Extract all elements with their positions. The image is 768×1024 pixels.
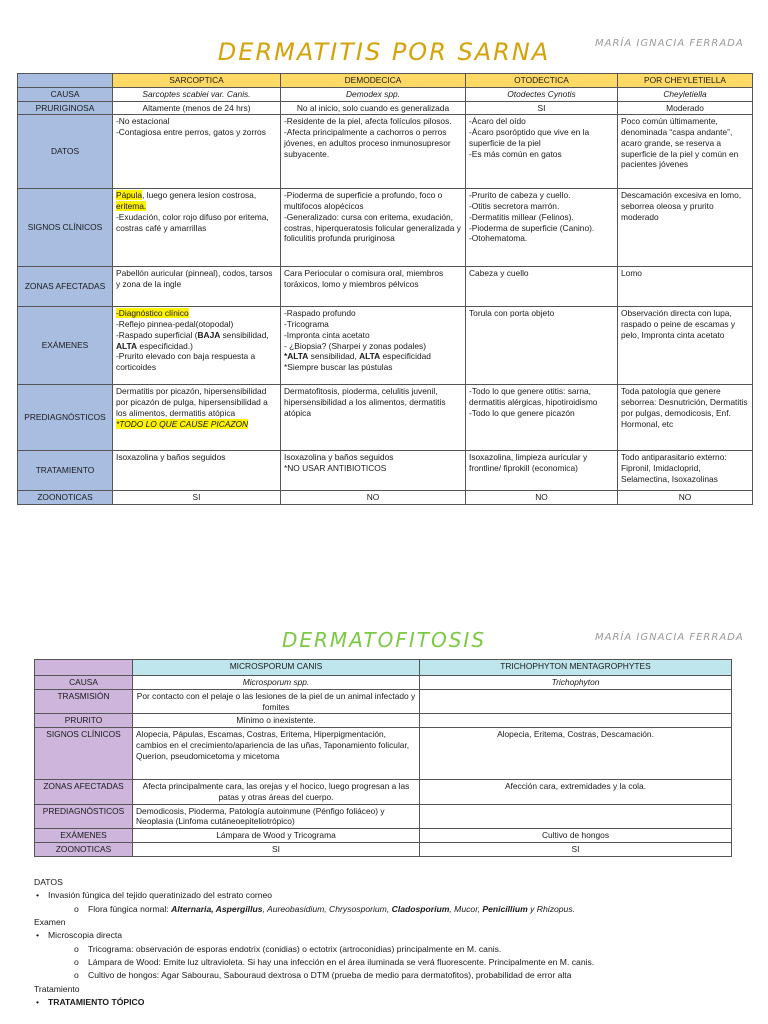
table-row bbox=[18, 267, 753, 307]
cell-line: -Reflejo pinnea-pedal(otopodal) bbox=[116, 319, 234, 329]
row-header: SIGNOS CLÍNICOS bbox=[18, 189, 113, 267]
row-header: EXÁMENES bbox=[18, 307, 113, 385]
author-name-1: MARÍA IGNACIA FERRADA bbox=[595, 38, 744, 49]
cell-line bbox=[116, 330, 277, 352]
author-name-2: MARÍA IGNACIA FERRADA bbox=[595, 632, 744, 643]
table-row bbox=[35, 829, 732, 843]
table-cell bbox=[281, 115, 466, 189]
page-title-sarna: DERMATITIS POR SARNA bbox=[217, 38, 551, 66]
row-header: DATOS bbox=[18, 115, 113, 189]
cell-line: -Generalizado: cursa con eritema, exudación, costras, hiperqueratosis folicular generalizada y foliculitis profunda pruriginosa bbox=[284, 211, 461, 244]
table-row bbox=[18, 87, 753, 101]
cell-line bbox=[116, 190, 277, 212]
cell-line: -Afecta principalmente a cachorros o perros jóvenes, en adultos proceso inmunosupresor subyacente. bbox=[284, 127, 451, 159]
table-cell: Afección cara, extremidades y la cola. bbox=[420, 780, 732, 805]
cell-line: -Prurito de cabeza y cuello. bbox=[469, 190, 571, 201]
cell-text: , luego genera lesion costrosa, bbox=[142, 190, 257, 201]
dermatofitosis-table bbox=[34, 659, 732, 857]
table-cell: Lámpara de Wood y Tricograma bbox=[133, 829, 420, 843]
cell-line bbox=[116, 419, 277, 430]
row-header: EXÁMENES bbox=[35, 829, 133, 843]
row-header: CAUSA bbox=[35, 676, 133, 690]
cell-line: Poco común últimamente, denominada “caspa andante”, acaro grande, se reserva a superficie de la piel y común en pacientes jóvenes bbox=[621, 116, 739, 170]
table-row bbox=[18, 451, 753, 491]
table-header-row bbox=[18, 74, 753, 88]
table-row bbox=[18, 307, 753, 385]
table-cell: NO bbox=[466, 491, 618, 505]
table-row bbox=[18, 189, 753, 267]
cell-line: - ¿Biopsia? (Sharpei y zonas podales) bbox=[284, 340, 426, 351]
table-cell: SI bbox=[133, 842, 420, 856]
bullet-item: • Microscopia directa bbox=[34, 929, 734, 942]
cell-line: -Es más común en gatos bbox=[469, 148, 562, 159]
bullet-item: • Invasión fúngica del tejido queratinizado del estrato corneo bbox=[34, 889, 734, 902]
cell-line: -Contagiosa entre perros, gatos y zorros bbox=[116, 127, 266, 137]
bold-text: ALTA bbox=[359, 351, 381, 362]
bold-text: ALTA bbox=[116, 340, 138, 351]
column-header: POR CHEYLETIELLA bbox=[618, 74, 753, 88]
table-cell: Todo antiparasitario externo: Fipronil, Imidacloprid, Selamectina, Isoxazolinas bbox=[618, 451, 753, 491]
cell-line: -Prurito elevado con baja respuesta a corticoides bbox=[116, 351, 256, 372]
table-cell: Toda patología que genere seborrea: Desnutrición, Dermatitis por pulgas, demodicosis, Enf. Hormonal, etc bbox=[618, 385, 753, 451]
table-cell bbox=[420, 804, 732, 829]
row-header: PRURITO bbox=[35, 714, 133, 728]
row-header: CAUSA bbox=[18, 87, 113, 101]
bold-text: *ALTA bbox=[284, 351, 309, 362]
notes-heading: Tratamiento bbox=[34, 983, 80, 994]
table-cell: Torula con porta objeto bbox=[466, 307, 618, 385]
highlighted-text: Pápula bbox=[116, 190, 143, 201]
table-header-row bbox=[35, 660, 732, 676]
table-row bbox=[18, 385, 753, 451]
column-header: OTODECTICA bbox=[466, 74, 618, 88]
table-cell bbox=[113, 115, 281, 189]
table-cell: SI bbox=[113, 491, 281, 505]
sub-bullet-item: o Lámpara de Wood: Emite luz ultravioleta. Si hay una infección en el área iluminada se verá fluorescente. Principalmente en M. canis. bbox=[34, 956, 734, 969]
table-corner bbox=[18, 74, 113, 88]
table-cell: Altamente (menos de 24 hrs) bbox=[113, 101, 281, 115]
row-header: TRATAMIENTO bbox=[18, 451, 113, 491]
table-cell bbox=[618, 189, 753, 267]
highlighted-text: eritema. bbox=[116, 201, 147, 211]
sub-bullet-item: o Cultivo de hongos: Agar Sabourau, Sabouraud dextrosa o DTM (prueba de medio para dermatofitos), probabilidad de error alta bbox=[34, 969, 734, 982]
row-header: SIGNOS CLÍNICOS bbox=[35, 728, 133, 780]
cell-line: -Otitis secretora marrón. bbox=[469, 201, 560, 211]
cell-text: especificidad.) bbox=[137, 340, 193, 351]
table-cell: Por contacto con el pelaje o las lesiones de la piel de un animal infectado y fomites bbox=[133, 689, 420, 714]
table-row bbox=[35, 728, 732, 780]
table-cell: Dermatofitosis, pioderma, celulitis juvenil, hipersensibilidad a los alimentos, dermatitis atópica bbox=[281, 385, 466, 451]
table-row bbox=[35, 780, 732, 805]
table-cell bbox=[113, 385, 281, 451]
row-header: ZONAS AFECTADAS bbox=[18, 267, 113, 307]
table-cell: Microsporum spp. bbox=[133, 676, 420, 690]
text: Flora fúngica normal: bbox=[88, 903, 172, 914]
cell-text: -Raspado superficial ( bbox=[116, 329, 198, 340]
column-header: SARCOPTICA bbox=[113, 74, 281, 88]
table-cell bbox=[466, 385, 618, 451]
italic-text: , Mucor, bbox=[449, 903, 483, 914]
column-header: MICROSPORUM CANIS bbox=[133, 660, 420, 676]
table-cell: Cheyletiella bbox=[618, 87, 753, 101]
sub-bullet-item: o Tricograma: observación de esporas endotrix (conidias) o ectotrix (artroconidias) principalmente en M. canis. bbox=[34, 943, 734, 956]
table-row bbox=[35, 676, 732, 690]
cell-line: -Impronta cinta acetato bbox=[284, 329, 370, 340]
bold-italic-text: Alternaria, Aspergillus bbox=[171, 903, 263, 914]
table-cell: Alopecia, Pápulas, Escamas, Costras, Eritema, Hiperpigmentación, cambios en el crecimiento/apariencia de las uñas, Taponamiento folicular, Querion, pseudomicetoma y micetoma bbox=[133, 728, 420, 780]
row-header: ZONAS AFECTADAS bbox=[35, 780, 133, 805]
table-cell bbox=[113, 189, 281, 267]
table-cell: Isoxazolina, limpieza auricular y frontline/ fiprokill (economica) bbox=[466, 451, 618, 491]
row-header: PREDIAGNÓSTICOS bbox=[35, 804, 133, 829]
table-cell bbox=[618, 115, 753, 189]
table-cell bbox=[420, 689, 732, 714]
bold-italic-text: Penicillium bbox=[482, 903, 528, 914]
table-row bbox=[18, 115, 753, 189]
table-cell: Pabellón auricular (pinneal), codos, tarsos y zona de la ingle bbox=[113, 267, 281, 307]
table-cell bbox=[281, 189, 466, 267]
table-cell: Lomo bbox=[618, 267, 753, 307]
row-header: PRURIGINOSA bbox=[18, 101, 113, 115]
sarna-table bbox=[17, 73, 753, 505]
notes-section bbox=[34, 876, 734, 1009]
bullet-item bbox=[34, 996, 734, 1009]
table-cell: Demodex spp. bbox=[281, 87, 466, 101]
table-cell: NO bbox=[281, 491, 466, 505]
table-cell: SI bbox=[420, 842, 732, 856]
table-row bbox=[35, 689, 732, 714]
table-cell: Mínimo o inexistente. bbox=[133, 714, 420, 728]
table-cell: Isoxazolina y baños seguidos bbox=[113, 451, 281, 491]
table-cell: Otodectes Cynotis bbox=[466, 87, 618, 101]
table-cell: Cabeza y cuello bbox=[466, 267, 618, 307]
cell-line: Isoxazolina y baños seguidos bbox=[284, 452, 394, 463]
bold-italic-text: Cladosporium bbox=[391, 903, 450, 914]
cell-line: -Raspado profundo bbox=[284, 308, 356, 319]
italic-text: y Rhizopus. bbox=[527, 903, 576, 914]
sub-bullet-item bbox=[34, 903, 734, 916]
table-cell bbox=[466, 115, 618, 189]
notes-heading: Examen bbox=[34, 916, 66, 927]
table-row bbox=[35, 714, 732, 728]
row-header: TRASMISIÓN bbox=[35, 689, 133, 714]
table-cell bbox=[113, 307, 281, 385]
cell-line: -Residente de la piel, afecta folículos pilosos. bbox=[284, 116, 452, 127]
cell-line: Descamación excesiva en lomo, seborrea oleosa y prurito moderado bbox=[621, 190, 742, 222]
cell-line: -Pioderma de superficie (Canino). bbox=[469, 222, 595, 233]
bold-text: TRATAMIENTO TÓPICO bbox=[48, 996, 145, 1007]
cell-line: -Ácaro del oído bbox=[469, 116, 526, 127]
cell-line: -Otohematoma. bbox=[469, 233, 528, 244]
italic-text: , Aureobasidium, Chrysosporium, bbox=[262, 903, 392, 914]
table-cell: No al inicio, solo cuando es generalizada bbox=[281, 101, 466, 115]
table-cell: Afecta principalmente cara, las orejas y el hocico, luego progresan a las patas y otras áreas del cuerpo. bbox=[133, 780, 420, 805]
column-header: TRICHOPHYTON MENTAGROPHYTES bbox=[420, 660, 732, 676]
cell-line bbox=[284, 351, 462, 362]
table-cell: Observación directa con lupa, raspado o peine de escamas y pelo, Impronta cinta acetato bbox=[618, 307, 753, 385]
cell-line: -Dermatitis millear (Felinos). bbox=[469, 211, 574, 222]
cell-line: -Tricograma bbox=[284, 319, 329, 329]
table-cell: Cultivo de hongos bbox=[420, 829, 732, 843]
cell-text: sensibilidad, bbox=[220, 329, 269, 340]
row-header: ZOONOTICAS bbox=[18, 491, 113, 505]
table-cell: Demodicosis, Pioderma, Patología autoinmune (Pénfigo foliáceo) y Neoplasia (Linfoma cutáneoepiteliotrópico) bbox=[133, 804, 420, 829]
table-cell bbox=[281, 451, 466, 491]
table-row bbox=[35, 842, 732, 856]
bold-text: BAJA bbox=[197, 329, 221, 340]
cell-text: especificidad bbox=[380, 351, 431, 362]
table-cell: SI bbox=[466, 101, 618, 115]
cell-line: -Todo lo que genere picazón bbox=[469, 407, 575, 418]
cell-line: -Todo lo que genere otitis: sarna, dermatitis alérgicas, hipotiroidismo bbox=[469, 386, 598, 407]
cell-line: *NO USAR ANTIBIOTICOS bbox=[284, 463, 387, 473]
cell-line: Dermatitis por picazón, hipersensibilidad por picazón de pulga, hipersensibilidad a los alimentos, dermatitis atópica bbox=[116, 386, 268, 418]
table-cell: Trichophyton bbox=[420, 676, 732, 690]
cell-line bbox=[116, 308, 277, 319]
table-cell: Alopecia, Eritema, Costras, Descamación. bbox=[420, 728, 732, 780]
table-cell bbox=[466, 189, 618, 267]
cell-text: sensibilidad, bbox=[308, 351, 360, 362]
table-cell bbox=[281, 307, 466, 385]
column-header: DEMODECICA bbox=[281, 74, 466, 88]
table-row bbox=[18, 491, 753, 505]
page-title-dermatofitosis: DERMATOFITOSIS bbox=[281, 628, 487, 652]
highlighted-text: -Diagnóstico clínico bbox=[116, 308, 189, 319]
notes-heading: DATOS bbox=[34, 877, 63, 887]
cell-line: -Ácaro psoróptido que vive en la superficie de la piel bbox=[469, 127, 590, 148]
cell-line: -Exudación, color rojo difuso por eritema, costras café y amarrillas bbox=[116, 211, 269, 233]
table-cell bbox=[420, 714, 732, 728]
cell-line: -Pioderma de superficie a profundo, foco o multifocos alopécicos bbox=[284, 190, 443, 211]
table-row bbox=[18, 101, 753, 115]
table-cell: NO bbox=[618, 491, 753, 505]
cell-line: -No estacional bbox=[116, 116, 170, 127]
table-cell: Sarcoptes scabiei var. Canis. bbox=[113, 87, 281, 101]
row-header: PREDIAGNÓSTICOS bbox=[18, 385, 113, 451]
table-corner bbox=[35, 660, 133, 676]
table-cell: Moderado bbox=[618, 101, 753, 115]
table-cell: Cara Periocular o comisura oral, miembros toráxicos, lomo y miembros pélvicos bbox=[281, 267, 466, 307]
table-row bbox=[35, 804, 732, 829]
row-header: ZOONOTICAS bbox=[35, 842, 133, 856]
cell-line: *Siempre buscar las pústulas bbox=[284, 362, 393, 372]
highlighted-text: *TODO LO QUE CAUSE PICAZON bbox=[116, 418, 249, 429]
